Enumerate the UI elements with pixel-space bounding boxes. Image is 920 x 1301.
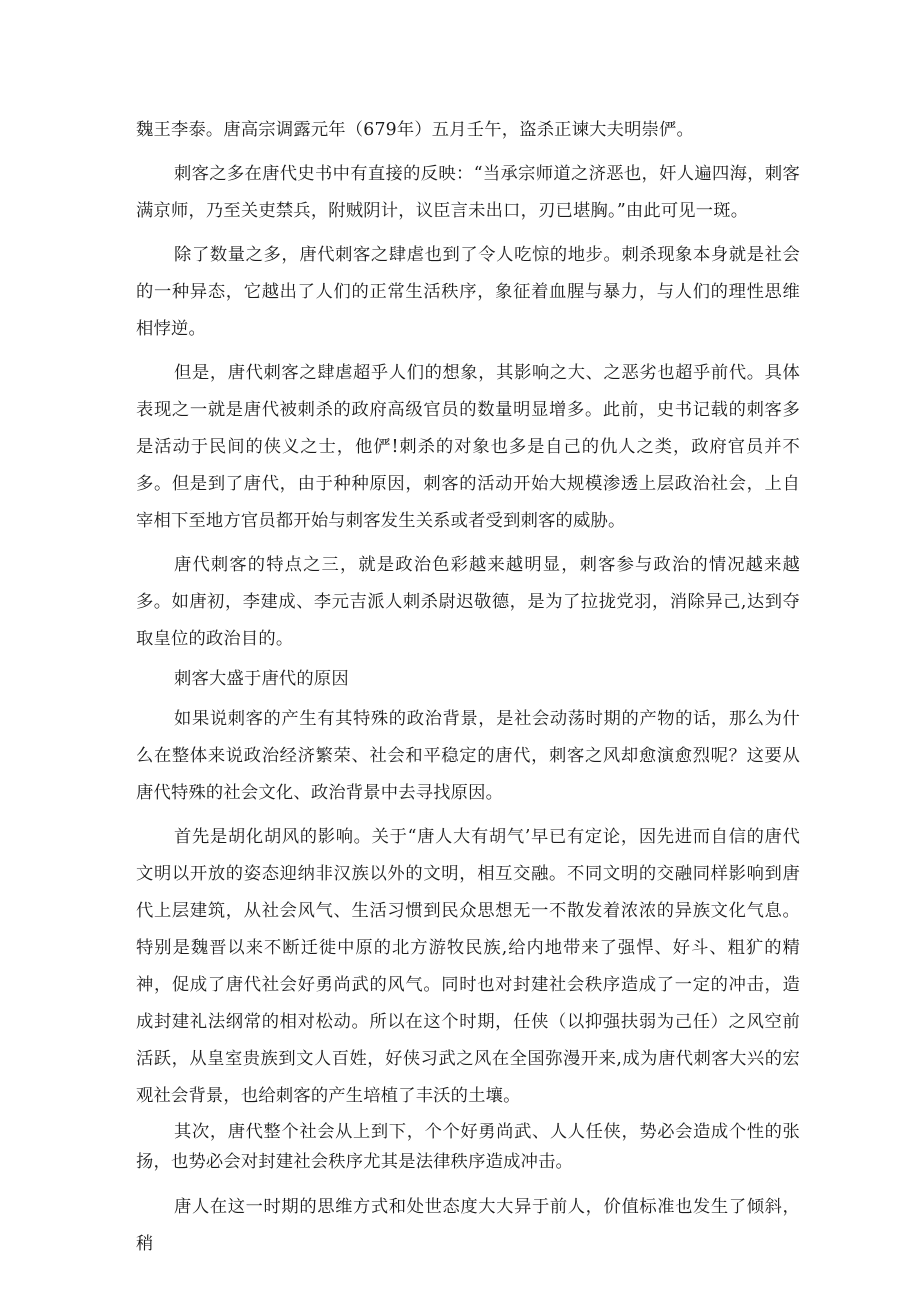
paragraph-officials-targeted: 但是，唐代刺客之肆虐超乎人们的想象，其影响之大、之恶劣也超乎前代。具体表现之一就是唐代被刺杀的政府高级官员的数量明显增多。此前，史书记载的刺客多是活动于民间的侠义之士，他俨!刺杀的对象也多是自己的仇人之类，政府官员并不多。但是到了唐代，由于种种原因，刺客的活动开始大规模渗透上层政治社会，上自宰相下至地方官员都开始与刺客发生关系或者受到刺客的威胁。 [136,363,800,531]
paragraph-second-reason: 其次，唐代整个社会从上到下，个个好勇尚武、人人任侠，势必会造成个性的张扬，也势必会对封建社会秩序尤其是法律秩序造成冲击。 [136,1122,800,1172]
paragraph-assassins-in-histories: 刺客之多在唐代史书中有直接的反映：“当承宗师道之济恶也，奸人遍四海，刺客满京师，乃至关吏禁兵，附贼阴计，议臣言未出口，刃已堪胸。”由此可见一斑。 [136,164,800,221]
paragraph-political-color: 唐代刺客的特点之三，就是政治色彩越来越明显，刺客参与政治的情况越来越多。如唐初，李建成、李元吉派人刺杀尉迟敬德，是为了拉拢党羽，消除异己,达到夺取皇位的政治目的。 [136,555,800,649]
paragraph-why-question: 如果说刺客的产生有其特殊的政治背景，是社会动荡时期的产物的话，那么为什么在整体来说政治经济繁荣、社会和平稳定的唐代，刺客之风却愈演愈烈呢？这要从唐代特殊的社会文化、政治背景中去寻找原因。 [136,709,800,803]
paragraph-hu-influence: 首先是胡化胡风的影响。关于“唐人大有胡气’早已有定论，因先进而自信的唐代文明以开放的姿态迎纳非汉族以外的文明，相互交融。不同文明的交融同样影响到唐代上层建筑，从社会风气、生活习惯到民众思想无一不散发着浓浓的异族文化气息。特别是魏晋以来不断迁徙中原的北方游牧民族,给内地带来了强悍、好斗、粗犷的精神，促成了唐代社会好勇尚武的风气。同时也对封建社会秩序造成了一定的冲击，造成封建礼法纲常的相对松动。所以在这个时期，任侠（以抑强扶弱为己任）之风空前活跃，从皇室贵族到文人百姓，好侠习武之风在全国弥漫开来,成为唐代刺客大兴的宏观社会背景，也给刺客的产生培植了丰沃的土壤。 [136,827,800,1106]
section-heading: 刺客大盛于唐代的原因 [174,669,349,689]
paragraph-assassin-rampage: 除了数量之多，唐代刺客之肆虐也到了令人吃惊的地步。刺杀现象本身就是社会的一种异态，它越出了人们的正常生活秩序，象征着血腥与暴力，与人们的理性思维相悖逆。 [136,245,800,339]
paragraph-tang-thinking: 唐人在这一时期的思维方式和处世态度大大异于前人，价值标准也发生了倾斜，稍 [136,1197,800,1254]
body-text [136,112,800,1263]
paragraph-continuation: 魏王李泰。唐高宗调露元年（679年）五月壬午，盗杀正谏大夫明崇俨。 [136,120,695,140]
